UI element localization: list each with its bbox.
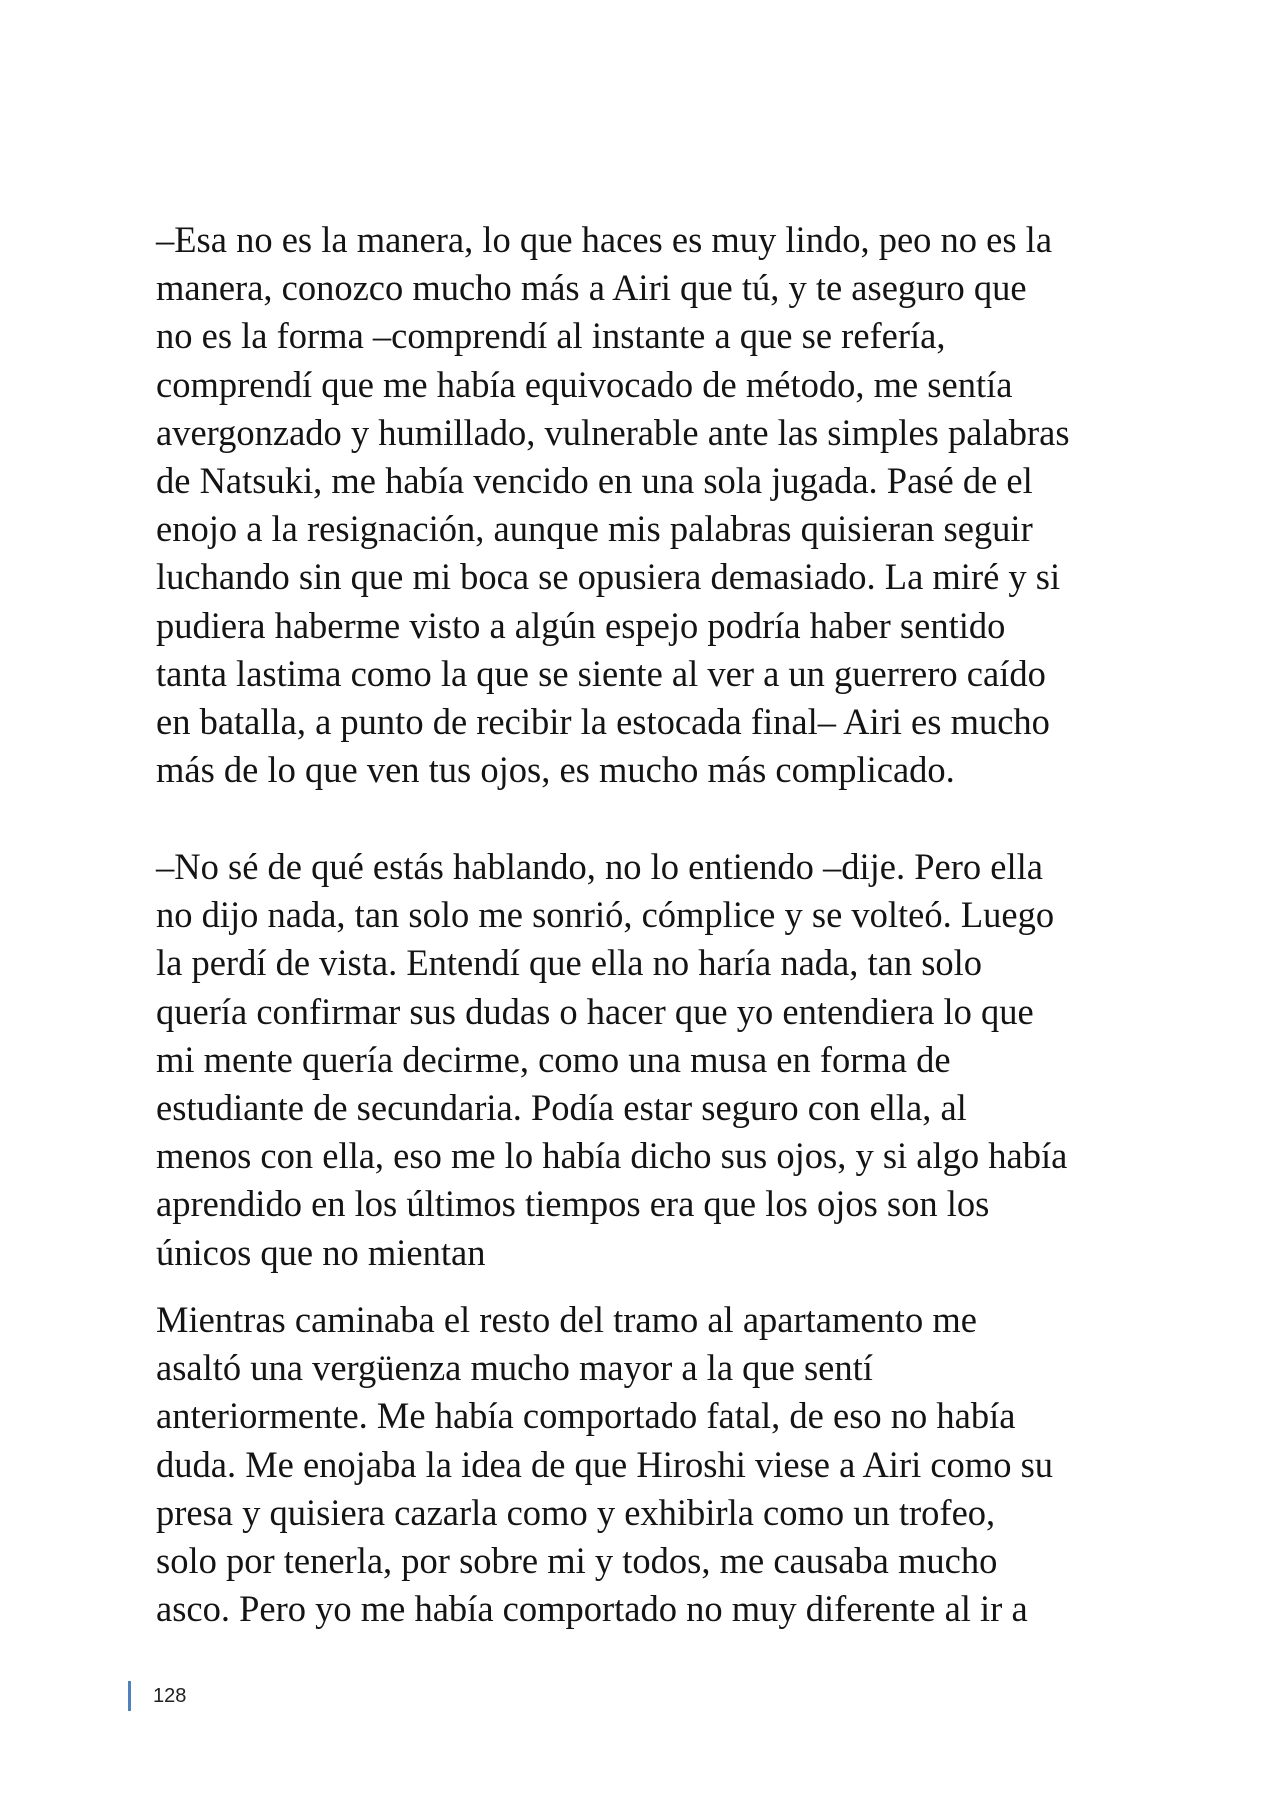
text-line: luchando sin que mi boca se opusiera demasiado. La miré y si xyxy=(156,556,1061,598)
text-line: tanta lastima como la que se siente al ver a un guerrero caído xyxy=(156,652,1046,694)
page-number: 128 xyxy=(153,1685,187,1707)
paragraph-3 xyxy=(156,1296,1136,1633)
text-line: –Esa no es la manera, lo que haces es muy lindo, peo no es la xyxy=(156,219,1053,260)
text-line: solo por tenerla, por sobre mi y todos, me causaba mucho xyxy=(156,1540,998,1582)
text-line: pudiera haberme visto a algún espejo podría haber sentido xyxy=(156,604,1006,646)
text-line: en batalla, a punto de recibir la estocada final– Airi es mucho xyxy=(156,701,1050,743)
paragraph-2 xyxy=(156,843,1136,1277)
text-line: mi mente quería decirme, como una musa en forma de xyxy=(156,1038,951,1080)
text-line: duda. Me enojaba la idea de que Hiroshi viese a Airi como su xyxy=(156,1443,1054,1485)
text-line: anteriormente. Me había comportado fatal, de eso no había xyxy=(156,1395,1016,1437)
text-line: de Natsuki, me había vencido en una sola jugada. Pasé de el xyxy=(156,460,1033,502)
page-number-accent-bar xyxy=(128,1681,131,1711)
text-line: Mientras caminaba el resto del tramo al apartamento me xyxy=(156,1299,977,1340)
text-line: comprendí que me había equivocado de método, me sentía xyxy=(156,363,1013,405)
text-line: no es la forma –comprendí al instante a que se refería, xyxy=(156,315,946,357)
paragraph-1 xyxy=(156,216,1136,794)
text-line: manera, conozco mucho más a Airi que tú, y te aseguro que xyxy=(156,267,1027,309)
text-line: –No sé de qué estás hablando, no lo entiendo –dije. Pero ella xyxy=(156,846,1043,887)
text-line: avergonzado y humillado, vulnerable ante las simples palabras xyxy=(156,411,1070,453)
text-line: únicos que no mientan xyxy=(156,1231,486,1273)
text-line: estudiante de secundaria. Podía estar seguro con ella, al xyxy=(156,1087,967,1129)
text-line: asaltó una vergüenza mucho mayor a la que sentí xyxy=(156,1347,873,1389)
page-footer xyxy=(128,1680,186,1712)
text-line: quería confirmar sus dudas o hacer que yo entendiera lo que xyxy=(156,990,1034,1032)
text-line: más de lo que ven tus ojos, es mucho más complicado. xyxy=(156,749,955,791)
text-line: no dijo nada, tan solo me sonrió, cómplice y se volteó. Luego xyxy=(156,894,1055,936)
text-line: presa y quisiera cazarla como y exhibirla como un trofeo, xyxy=(156,1491,996,1533)
text-line: asco. Pero yo me había comportado no muy diferente al ir a xyxy=(156,1588,1028,1630)
text-line: aprendido en los últimos tiempos era que los ojos son los xyxy=(156,1183,990,1225)
text-line: menos con ella, eso me lo había dicho sus ojos, y si algo había xyxy=(156,1135,1068,1177)
text-line: enojo a la resignación, aunque mis palabras quisieran seguir xyxy=(156,508,1033,550)
text-line: la perdí de vista. Entendí que ella no haría nada, tan solo xyxy=(156,942,983,984)
